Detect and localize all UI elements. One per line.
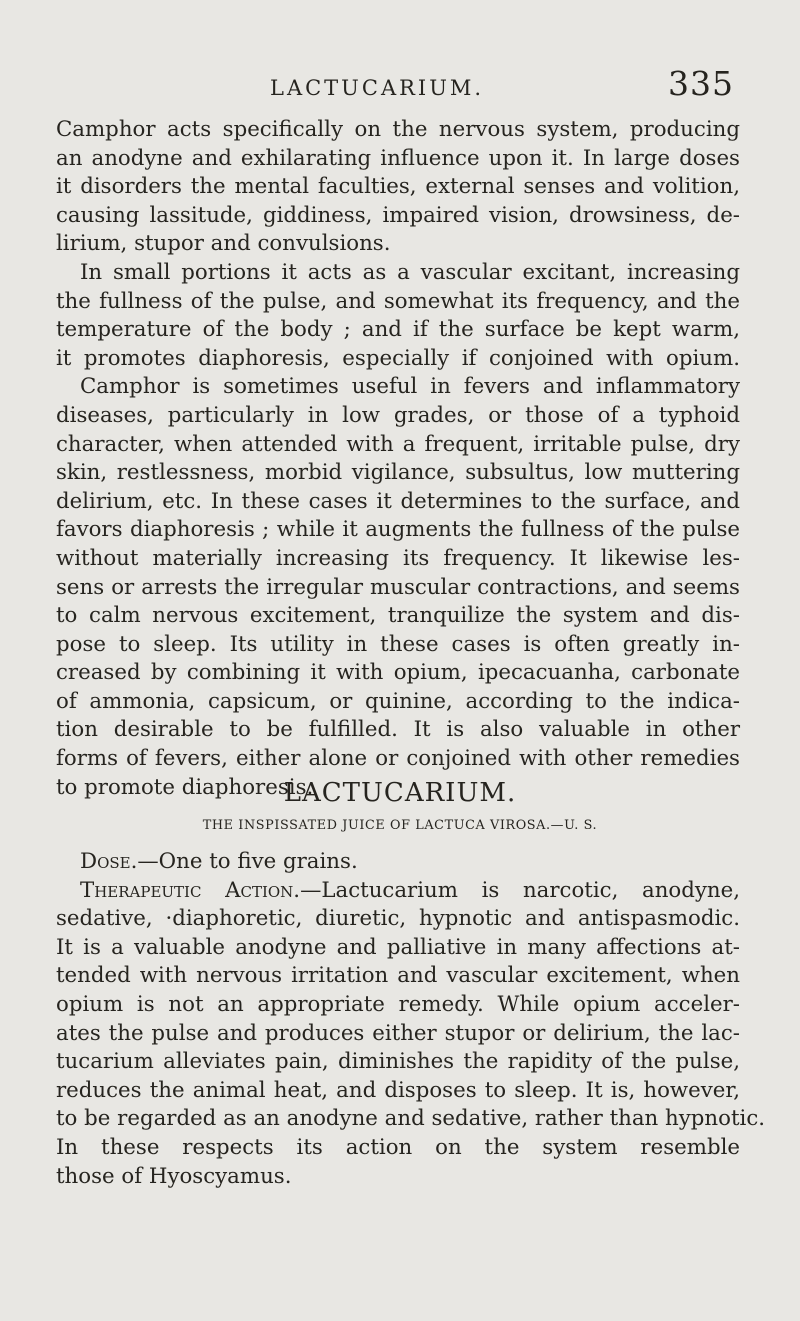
text-line: of ammonia, capsicum, or quinine, according to the indica- [56, 688, 740, 714]
text-line: lirium, stupor and convulsions. [56, 231, 391, 257]
text-line: skin, restlessness, morbid vigilance, subsultus, low muttering [56, 460, 740, 486]
text-line: pose to sleep. Its utility in these cases is often greatly in- [56, 631, 740, 657]
text-line: It is a valuable anodyne and palliative in many affections at- [56, 934, 740, 960]
section-subtitle: THE INSPISSATED JUICE OF LACTUCA VIROSA.—U. S. [202, 818, 598, 833]
camphor-text [56, 116, 740, 802]
text-line: Camphor is sometimes useful in fevers and inflammatory [80, 374, 740, 400]
section-title: LACTUCARIUM. [283, 778, 517, 808]
text-line: to be regarded as an anodyne and sedative, rather than hypnotic. [56, 1106, 766, 1132]
page-header [0, 62, 800, 102]
text-line: forms of fevers, either alone or conjoined with other remedies [56, 746, 740, 772]
text-line: those of Hyoscyamus. [56, 1163, 292, 1189]
text-line: to promote diaphoresis. [56, 774, 314, 800]
text-line: tended with nervous irritation and vascular excitement, when [56, 963, 740, 989]
text-line: diseases, particularly in low grades, or those of a typhoid [56, 402, 740, 428]
text-line: In small portions it acts as a vascular excitant, increasing [80, 259, 740, 285]
text-line: it promotes diaphoresis, especially if conjoined with opium. [56, 345, 740, 371]
text-line: an anodyne and exhilarating influence upon it. In large doses [56, 145, 740, 171]
dose-label: Dose. [80, 849, 138, 874]
text-line: In these respects its action on the system resemble [56, 1134, 740, 1160]
text-line: opium is not an appropriate remedy. While opium acceler- [56, 991, 740, 1017]
text-line: sens or arrests the irregular muscular contractions, and seems [56, 574, 740, 600]
text-line: ates the pulse and produces either stupor or delirium, the lac- [56, 1020, 740, 1046]
text-line: tion desirable to be fulfilled. It is also valuable in other [56, 717, 740, 743]
text-line: reduces the animal heat, and disposes to sleep. It is, however, [56, 1077, 740, 1103]
text-line: delirium, etc. In these cases it determines to the surface, and [56, 488, 740, 514]
text-line: it disorders the mental faculties, external senses and volition, [56, 174, 740, 200]
text-line: without materially increasing its frequency. It likewise les- [56, 545, 740, 571]
text-line: tucarium alleviates pain, diminishes the rapidity of the pulse, [56, 1049, 740, 1075]
text-line: to calm nervous excitement, tranquilize the system and dis- [56, 603, 740, 629]
dose-text: —One to five grains. [137, 849, 358, 874]
running-title: LACTUCARIUM. [270, 76, 485, 100]
text-line: causing lassitude, giddiness, impaired vision, drowsiness, de- [56, 202, 740, 228]
action-label: Therapeutic Action. [80, 877, 301, 903]
text-line: creased by combining it with opium, ipecacuanha, carbonate [56, 660, 740, 686]
text-line: the fullness of the pulse, and somewhat its frequency, and the [56, 288, 740, 314]
text-line: Camphor acts specifically on the nervous system, producing [56, 117, 740, 142]
text-line: favors diaphoresis ; while it augments the fullness of the pulse [56, 517, 740, 543]
lactucarium-text [56, 848, 766, 1191]
action-text: —Lactucarium is narcotic, anodyne, [300, 877, 740, 903]
text-line: character, when attended with a frequent, irritable pulse, dry [56, 431, 740, 457]
text-line: temperature of the body ; and if the surface be kept warm, [56, 317, 740, 343]
dose-line [56, 848, 740, 877]
action-line [56, 877, 740, 906]
page-number: 335 [668, 64, 734, 103]
text-line: sedative, ·diaphoretic, diuretic, hypnotic and antispasmodic. [56, 906, 740, 932]
